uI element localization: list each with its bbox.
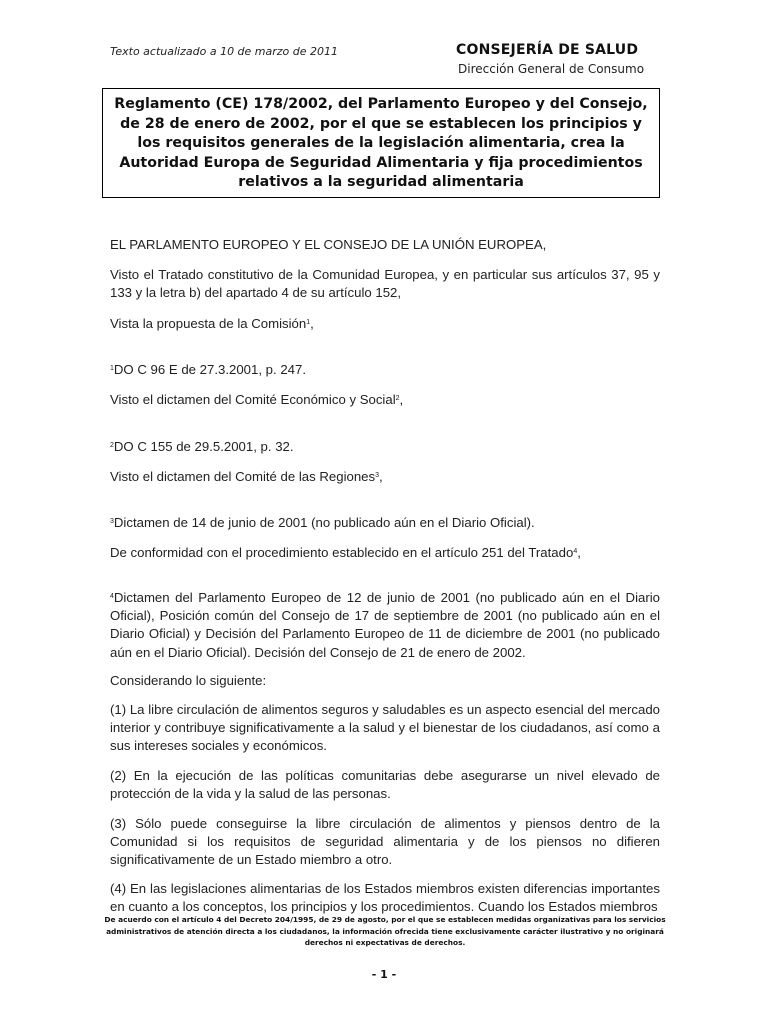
recital-4: (4) En las legislaciones alimentarias de los Estados miembros existen diferencias importantes en cuanto a los conceptos, los principios y los procedimientos. Cuando los Estados miembros: [110, 881, 660, 914]
footnote-3: [110, 513, 660, 532]
recital-2: (2) En la ejecución de las políticas comunitarias debe asegurarse un nivel elevado de protección de la vida y la salud de las personas.: [110, 768, 660, 802]
footnote-text: DO C 96 E de 27.3.2001, p. 247.: [113, 362, 306, 377]
footnote-text: DO C 155 de 29.5.2001, p. 32.: [113, 439, 294, 454]
department-subtitle: Dirección General de Consumo: [458, 62, 645, 76]
footnote-4: [110, 588, 660, 662]
recital-visto-ces: Visto el dictamen del Comité Económico y Social$^2$,: [110, 392, 404, 407]
recital-vista-propuesta: Vista la propuesta de la Comisión$^1$,: [110, 316, 314, 331]
footnote-marker: 1: [110, 365, 114, 372]
footnote-marker: 1: [306, 319, 311, 326]
recital-text: Visto el dictamen del Comité de las Regiones: [110, 469, 376, 484]
recital-1: (1) La libre circulación de alimentos seguros y saludables es un aspecto esencial del mercado interior y contribuye significativamente a la salud y el bienestar de los ciudadanos, así como a sus intereses sociales y económicos.: [110, 702, 660, 754]
document-title: Reglamento (CE) 178/2002, del Parlamento Europeo y del Consejo, de 28 de enero de 2002, por el que se establecen los principios y los requisitos generales de la legislación alimentaria, crea la Autoridad Europa de Seguridad Alimentaria y fija procedimientos relativos a la seguridad alimentaria: [102, 88, 660, 198]
department-title: CONSEJERÍA DE SALUD: [456, 42, 639, 58]
footnote-marker: 3: [375, 472, 380, 479]
footer-disclaimer: De acuerdo con el artículo 4 del Decreto 204/1995, de 29 de agosto, por el que se establecen medidas organizativas para los servicios administrativos de atención directa a los ciudadanos, la información ofrecida tiene exclusivamente carácter ilustrativo y no originará derechos ni expectativas de derechos.: [104, 915, 666, 947]
recital-conformidad: De conformidad con el procedimiento establecido en el artículo 251 del Tratado$^4$,: [110, 545, 581, 560]
footnote-marker: 2: [395, 395, 400, 402]
footnote-2: [110, 437, 660, 456]
page-number: - 1 -: [371, 968, 397, 981]
recital-visto-tratado: Visto el Tratado constitutivo de la Comunidad Europea, y en particular sus artículos 37, 95 y 133 y la letra b) del apartado 4 de su artículo 152,: [110, 267, 660, 301]
update-note: Texto actualizado a 10 de marzo de 2011: [110, 45, 339, 58]
footnote-1: [110, 360, 660, 379]
recital-text: Visto el dictamen del Comité Económico y Social: [110, 392, 396, 407]
footnote-marker: 4: [110, 593, 114, 600]
footnote-marker: 2: [110, 442, 114, 449]
recital-visto-regiones: Visto el dictamen del Comité de las Regiones$^3$,: [110, 469, 383, 484]
considerando-heading: Considerando lo siguiente:: [110, 673, 267, 688]
preamble: EL PARLAMENTO EUROPEO Y EL CONSEJO DE LA UNIÓN EUROPEA,: [110, 237, 547, 252]
footnote-text: Dictamen de 14 de junio de 2001 (no publicado aún en el Diario Oficial).: [113, 515, 535, 530]
footnote-marker: 3: [110, 518, 114, 525]
recital-3: (3) Sólo puede conseguirse la libre circulación de alimentos y piensos dentro de la Comunidad si los requisitos de seguridad alimentaria y de los piensos no difieren significativamente de un Estado miembro a otro.: [110, 816, 660, 868]
recital-text: Vista la propuesta de la Comisión: [110, 316, 307, 331]
recital-text: De conformidad con el procedimiento establecido en el artículo 251 del Tratado: [110, 545, 574, 560]
footnote-marker: 4: [573, 548, 578, 555]
footnote-text: Dictamen del Parlamento Europeo de 12 de junio de 2001 (no publicado aún en el Diario Oficial), Posición común del Consejo de 17 de septiembre de 2001 (no publicado aún en el Diario Oficial) y Decisión del Parlamento Europeo de 11 de diciembre de 2001 (no publicado aún en el Diario Oficial). Decisión del Consejo de 21 de enero de 2002.: [110, 590, 660, 660]
